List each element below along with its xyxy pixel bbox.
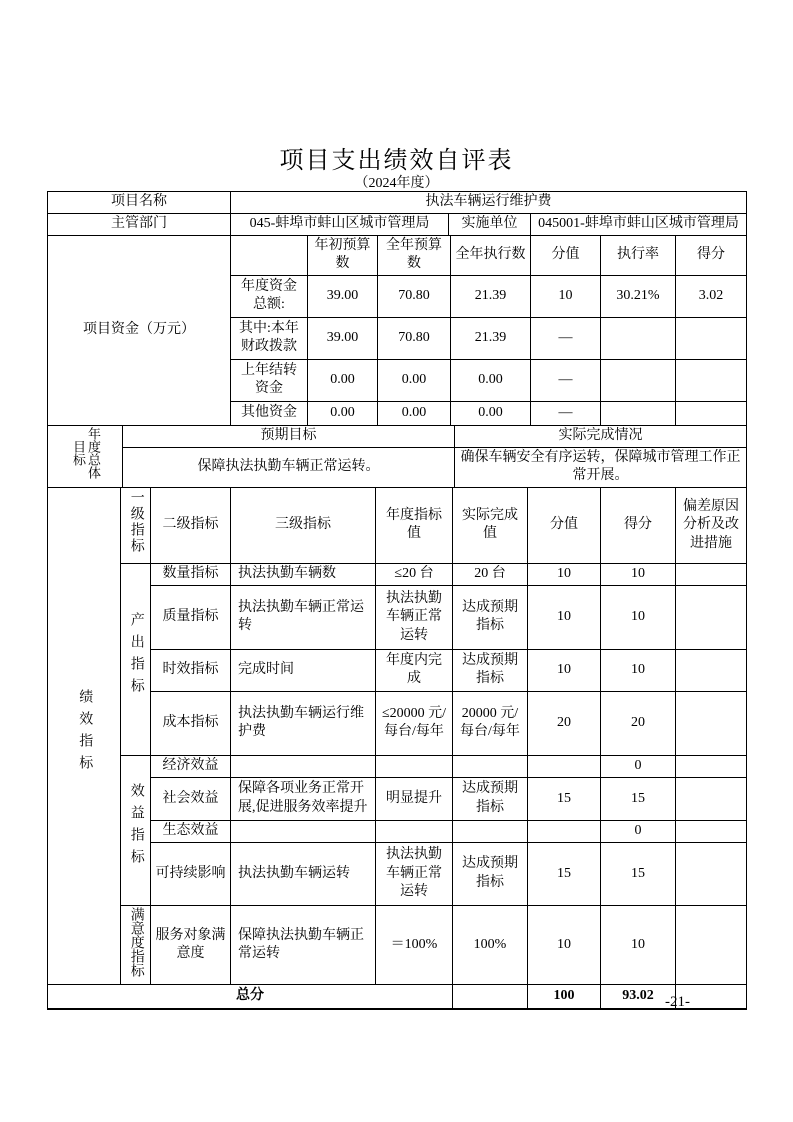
funding-cell: — [531,401,601,425]
table-row [48,691,747,755]
dept-label: 主管部门 [48,214,231,236]
score-cell: 15 [601,842,676,905]
level2-cell: 可持续影响 [151,842,231,905]
project-name-label: 项目名称 [48,192,231,214]
funding-header-score: 得分 [676,236,747,276]
actual-cell: 20 台 [453,563,528,585]
actual-cell: 20000 元/每台/每年 [453,691,528,755]
header-level2: 二级指标 [151,487,231,563]
performance-section-label [48,487,121,984]
level3-cell: 完成时间 [231,649,376,691]
total-score: 93.02 [601,985,676,1009]
expected-goal-header: 预期目标 [123,425,455,447]
funding-row-label: 其他资金 [231,401,308,425]
info-table [47,191,747,236]
score-value-cell: 15 [528,842,601,905]
dept-value: 045-蚌埠市蚌山区城市管理局 [231,214,449,236]
table-row [48,842,747,905]
page-number: -21- [665,994,690,1010]
funding-header-score-value: 分值 [531,236,601,276]
actual-result-value: 确保车辆安全有序运转，保障城市管理工作正常开展。 [455,447,747,487]
annual-goal-vertical-text: 年度总体目标 [71,427,101,480]
funding-cell [676,317,747,359]
funding-cell: 39.00 [308,275,378,317]
funding-cell: — [531,359,601,401]
actual-cell: 达成预期指标 [453,649,528,691]
funding-row-label: 其中:本年财政拨款 [231,317,308,359]
target-cell [376,820,453,842]
table-row [48,192,747,214]
level3-cell: 保障执法执勤车辆正常运转 [231,905,376,984]
actual-cell: 达成预期指标 [453,842,528,905]
level2-cell: 经济效益 [151,755,231,777]
funding-cell: 70.80 [378,317,451,359]
score-value-cell: 20 [528,691,601,755]
actual-cell: 100% [453,905,528,984]
target-cell: 执法执勤车辆正常运转 [376,585,453,649]
page-title: 项目支出绩效自评表 [279,148,514,174]
funding-cell: 0.00 [451,401,531,425]
funding-cell: 0.00 [378,359,451,401]
total-score-value: 100 [528,985,601,1009]
level2-cell: 服务对象满意度 [151,905,231,984]
evaluation-table [47,192,747,1010]
score-value-cell: 10 [528,563,601,585]
annual-goal-section-label [48,425,123,487]
output-group-label [121,563,151,755]
target-cell: 执法执勤车辆正常运转 [376,842,453,905]
level3-cell: 保障各项业务正常开展,促进服务效率提升 [231,777,376,820]
score-cell: 20 [601,691,676,755]
header-level3: 三级指标 [231,487,376,563]
target-cell: ≤20 台 [376,563,453,585]
level2-cell: 社会效益 [151,777,231,820]
table-row [48,487,747,563]
funding-cell: 21.39 [451,317,531,359]
score-value-cell: 10 [528,649,601,691]
score-cell: 10 [601,649,676,691]
level2-cell: 生态效益 [151,820,231,842]
table-row [48,447,747,487]
table-row [48,236,747,276]
funding-cell: 30.21% [601,275,676,317]
funding-cell [676,359,747,401]
deviation-cell [676,649,747,691]
level3-cell [231,820,376,842]
score-cell: 10 [601,585,676,649]
table-row [48,214,747,236]
score-cell: 10 [601,563,676,585]
header-score-value: 分值 [528,487,601,563]
table-row [48,563,747,585]
level3-cell: 执法执勤车辆正常运转 [231,585,376,649]
benefit-group-label [121,755,151,905]
score-value-cell: 10 [528,905,601,984]
table-row [48,755,747,777]
funding-cell: 0.00 [308,359,378,401]
funding-cell: 39.00 [308,317,378,359]
table-row [48,649,747,691]
funding-cell: 0.00 [451,359,531,401]
page-subtitle: （2024年度） [354,176,439,191]
funding-header-initial: 年初预算数 [308,236,378,276]
header-actual: 实际完成值 [453,487,528,563]
table-row [48,820,747,842]
deviation-cell [676,585,747,649]
performance-vertical-text: 绩效指标 [77,688,93,777]
total-label: 总分 [48,985,453,1009]
score-value-cell [528,820,601,842]
output-vertical-text: 产出指标 [128,612,144,701]
score-cell: 0 [601,755,676,777]
score-value-cell: 15 [528,777,601,820]
impl-label: 实施单位 [449,214,531,236]
level2-cell: 成本指标 [151,691,231,755]
deviation-cell [676,755,747,777]
funding-cell [676,401,747,425]
target-cell: 明显提升 [376,777,453,820]
table-row [48,585,747,649]
level3-cell: 执法执勤车辆运转 [231,842,376,905]
funding-cell: 0.00 [308,401,378,425]
score-cell: 15 [601,777,676,820]
performance-table [47,487,747,1010]
impl-value: 045001-蚌埠市蚌山区城市管理局 [531,214,747,236]
score-value-cell [528,755,601,777]
actual-cell: 达成预期指标 [453,777,528,820]
funding-cell: 70.80 [378,275,451,317]
score-cell: 0 [601,820,676,842]
deviation-cell [676,691,747,755]
project-name-value: 执法车辆运行维护费 [231,192,747,214]
funding-header-executed: 全年执行数 [451,236,531,276]
funding-cell: 3.02 [676,275,747,317]
annual-goal-table [47,425,747,488]
actual-result-header: 实际完成情况 [455,425,747,447]
satisfaction-vertical-text: 满意度指标 [128,906,144,977]
satisfaction-group-label [121,905,151,984]
header-score: 得分 [601,487,676,563]
benefit-vertical-text: 效益指标 [128,783,144,872]
level2-cell: 数量指标 [151,563,231,585]
level3-cell: 执法执勤车辆运行维护费 [231,691,376,755]
deviation-cell [676,820,747,842]
deviation-cell [676,777,747,820]
funding-row-label: 上年结转资金 [231,359,308,401]
table-row [48,777,747,820]
level2-cell: 时效指标 [151,649,231,691]
target-cell [376,755,453,777]
level3-cell [231,755,376,777]
level2-cell: 质量指标 [151,585,231,649]
actual-cell [453,755,528,777]
funding-cell [601,401,676,425]
level1-vertical-text: 一级指标 [128,490,144,555]
target-cell: ≤20000 元/每台/每年 [376,691,453,755]
funding-cell: 21.39 [451,275,531,317]
target-cell: ＝100% [376,905,453,984]
funding-table [47,235,747,426]
header-level1 [121,487,151,563]
funding-row-label: 年度资金总额: [231,275,308,317]
expected-goal-value: 保障执法执勤车辆正常运转。 [123,447,455,487]
funding-cell [601,317,676,359]
funding-cell [601,359,676,401]
funding-cell: — [531,317,601,359]
table-row [48,905,747,984]
funding-cell: 10 [531,275,601,317]
funding-header-annual: 全年预算数 [378,236,451,276]
header-annual-target: 年度指标值 [376,487,453,563]
score-cell: 10 [601,905,676,984]
score-value-cell: 10 [528,585,601,649]
deviation-cell [676,905,747,984]
level3-cell: 执法执勤车辆数 [231,563,376,585]
actual-cell: 达成预期指标 [453,585,528,649]
table-row [48,425,747,447]
funding-header-rate: 执行率 [601,236,676,276]
funding-section-label: 项目资金（万元） [48,236,231,426]
funding-cell: 0.00 [378,401,451,425]
funding-empty-header [231,236,308,276]
actual-cell [453,820,528,842]
deviation-cell [676,842,747,905]
header-deviation: 偏差原因分析及改进措施 [676,487,747,563]
target-cell: 年度内完成 [376,649,453,691]
deviation-cell [676,563,747,585]
